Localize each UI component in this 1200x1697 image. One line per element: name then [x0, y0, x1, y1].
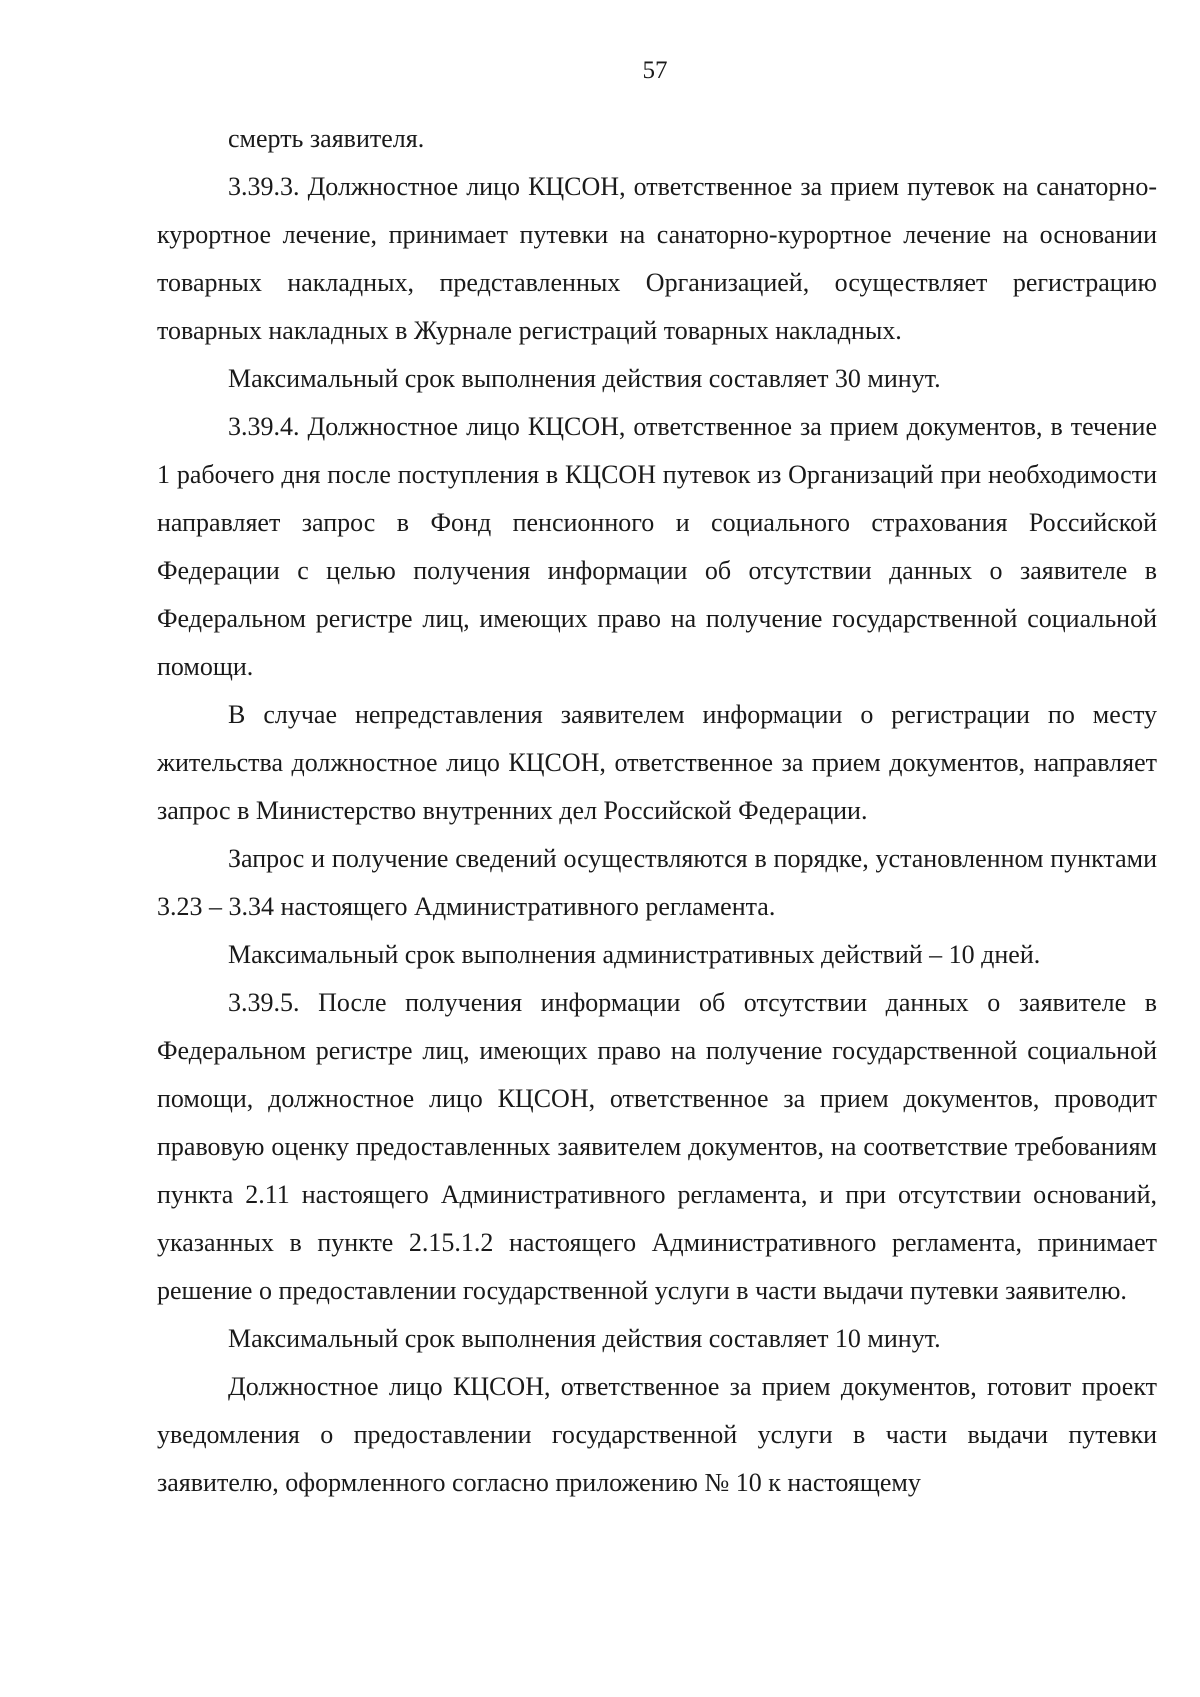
paragraph-3-39-4: 3.39.4. Должностное лицо КЦСОН, ответственное за прием документов, в течение 1 рабочего дня после поступления в КЦСОН путевок из Организаций при необходимости направляет запрос в Фонд пенсионного и социального страхования Российской Федерации с целью получения информации об отсутствии данных о заявителе в Федеральном регистре лиц, имеющих право на получение государственной социальной помощи.: [157, 412, 1157, 681]
paragraph-residence-request: В случае непредставления заявителем информации о регистрации по месту жительства должностное лицо КЦСОН, ответственное за прием документов, направляет запрос в Министерство внутренних дел Российской Федерации.: [157, 700, 1157, 825]
paragraph-3-39-5: 3.39.5. После получения информации об отсутствии данных о заявителе в Федеральном регистре лиц, имеющих право на получение государственной социальной помощи, должностное лицо КЦСОН, ответственное за прием документов, проводит правовую оценку предоставленных заявителем документов, на соответствие требованиям пункта 2.11 настоящего Административного регламента, и при отсутствии оснований, указанных в пункте 2.15.1.2 настоящего Административного регламента, принимает решение о предоставлении государственной услуги в части выдачи путевки заявителю.: [157, 988, 1157, 1305]
page-number: 57: [642, 57, 668, 84]
paragraph-max-time-10-days: Максимальный срок выполнения административных действий – 10 дней.: [228, 940, 1041, 969]
paragraph-continuation: смерть заявителя.: [228, 124, 425, 153]
paragraph-request-procedure: Запрос и получение сведений осуществляются в порядке, установленном пунктами 3.23 – 3.34 настоящего Административного регламента.: [157, 844, 1157, 921]
document-body: [157, 115, 1157, 1507]
paragraph-notification-draft: Должностное лицо КЦСОН, ответственное за прием документов, готовит проект уведомления о предоставлении государственной услуги в части выдачи путевки заявителю, оформленного согласно приложению № 10 к настоящему: [157, 1372, 1157, 1497]
paragraph-max-time-10-min: Максимальный срок выполнения действия составляет 10 минут.: [228, 1324, 941, 1353]
paragraph-max-time-30-min: Максимальный срок выполнения действия составляет 30 минут.: [228, 364, 941, 393]
paragraph-3-39-3: 3.39.3. Должностное лицо КЦСОН, ответственное за прием путевок на санаторно-курортное лечение, принимает путевки на санаторно-курортное лечение на основании товарных накладных, представленных Организацией, осуществляет регистрацию товарных накладных в Журнале регистраций товарных накладных.: [157, 172, 1157, 345]
